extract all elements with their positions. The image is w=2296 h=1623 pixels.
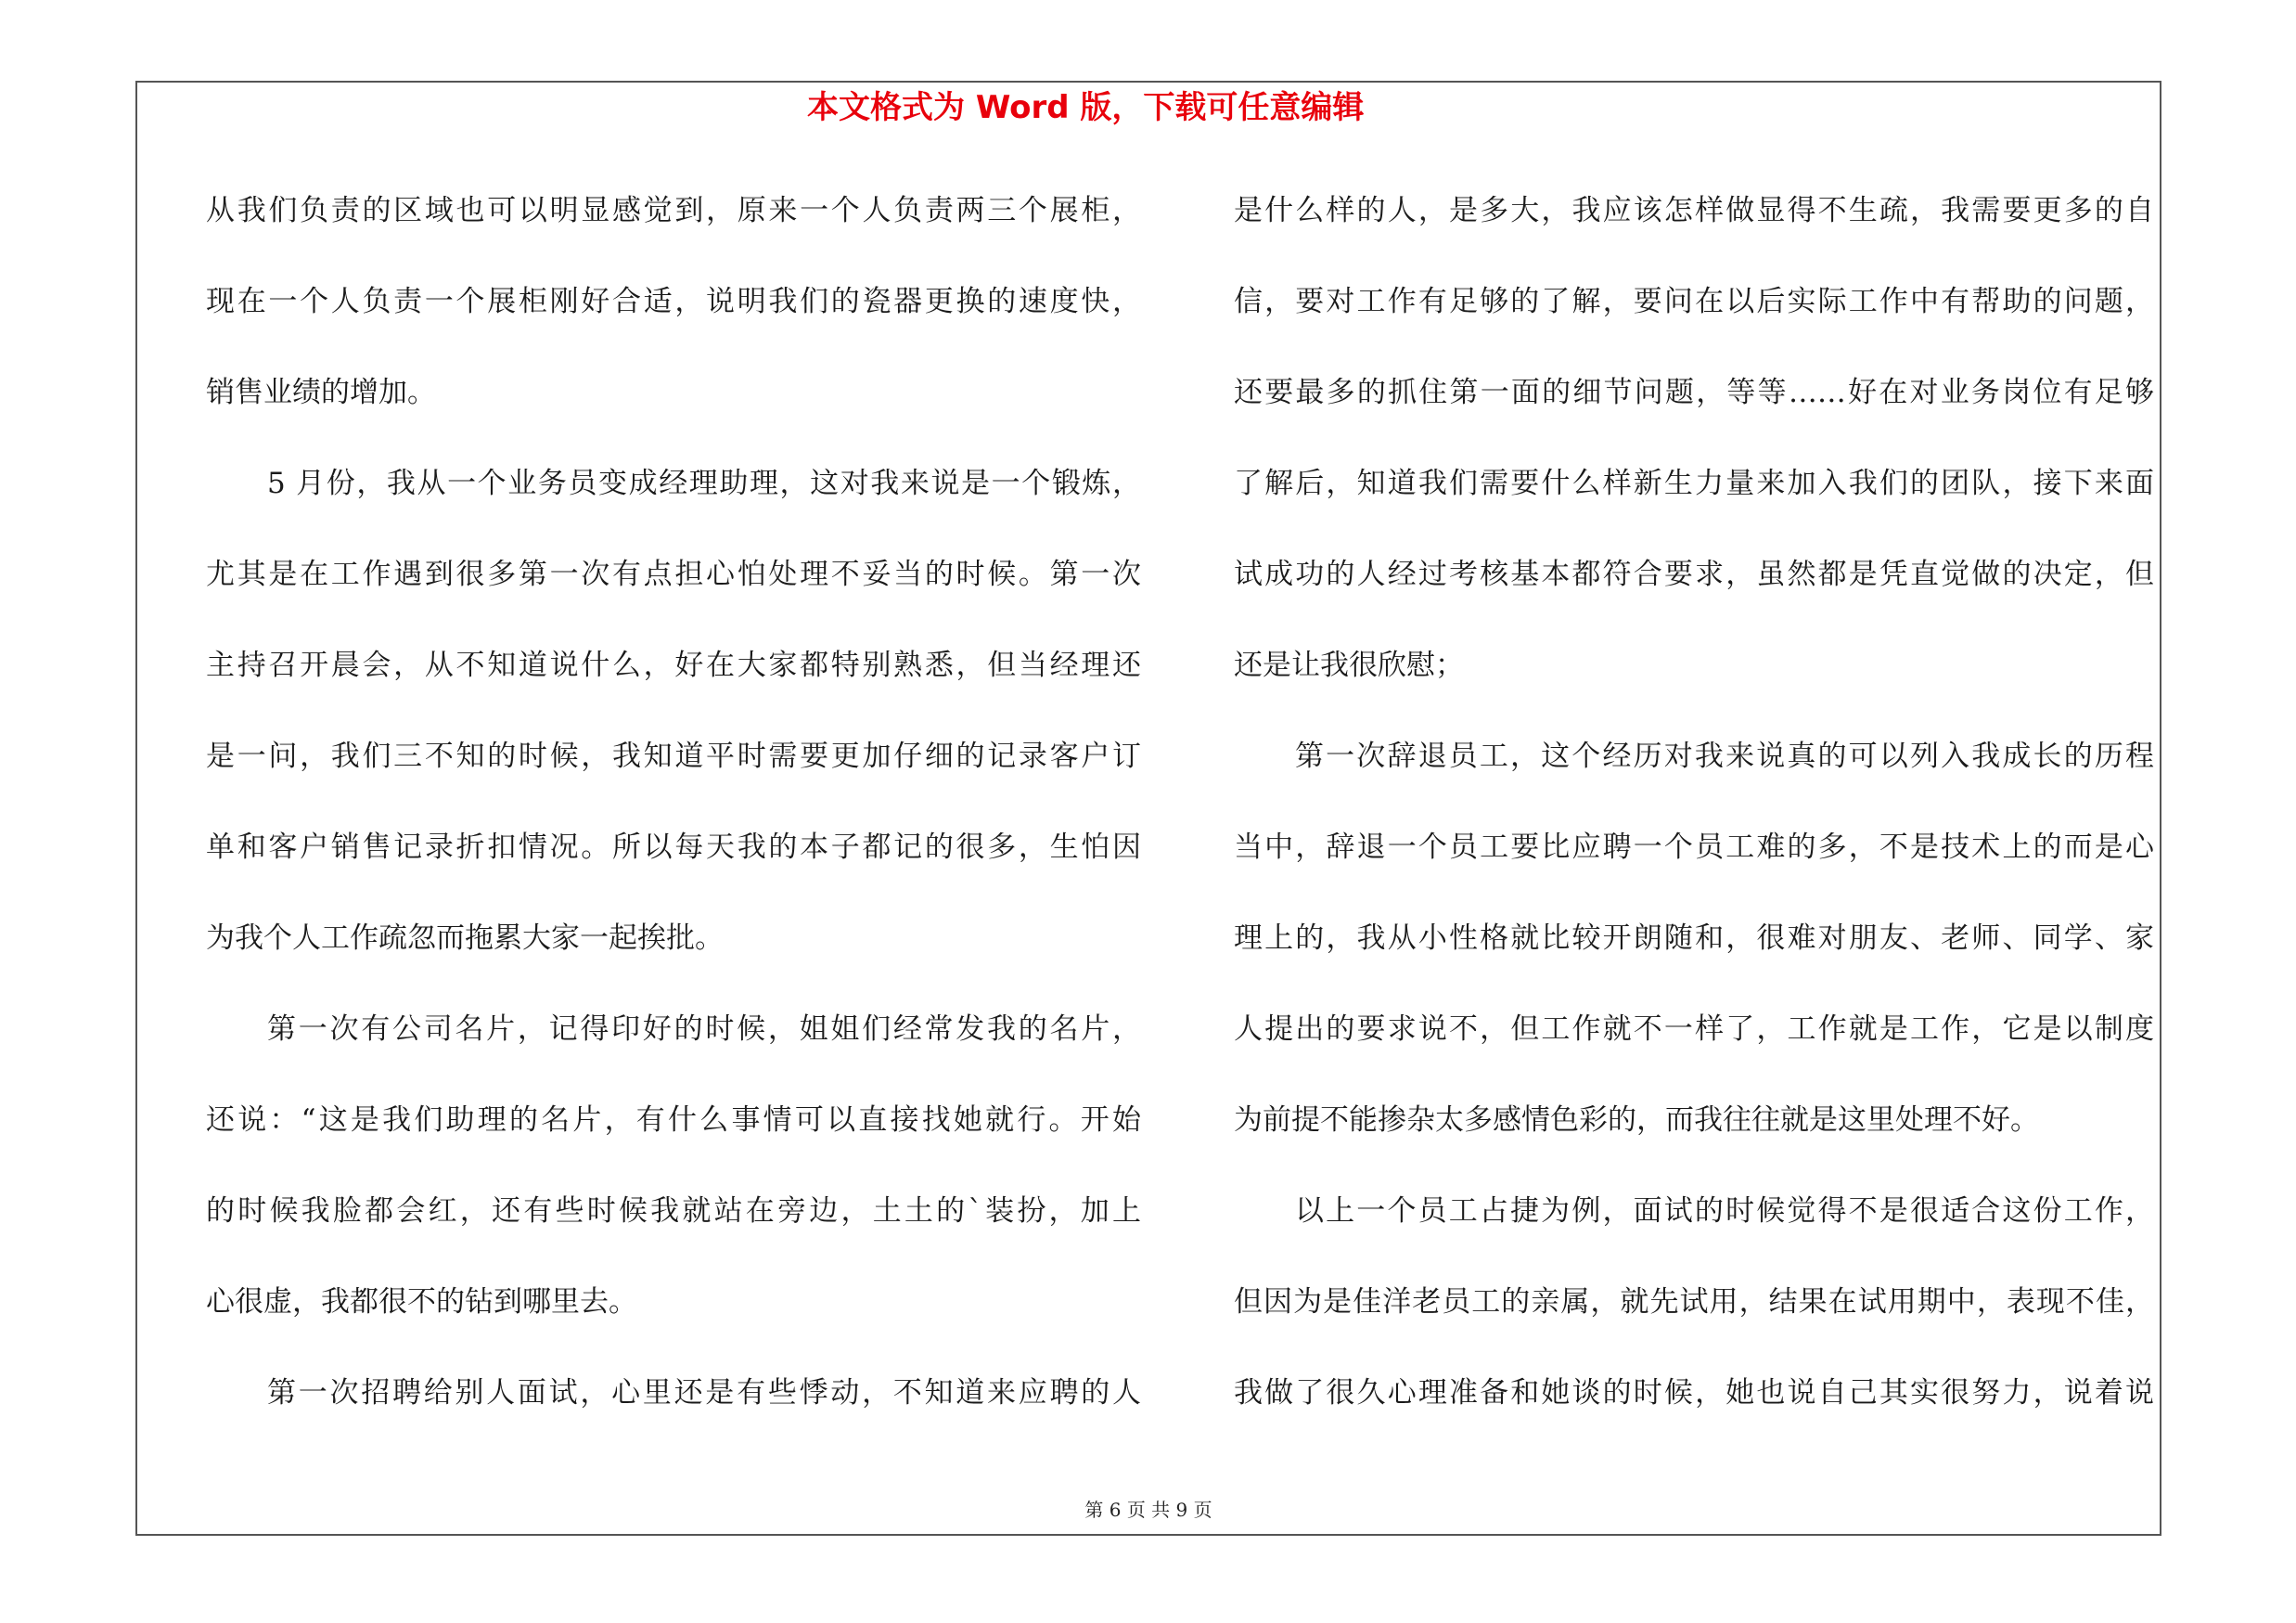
text-line: 5 月份，我从一个业务员变成经理助理，这对我来说是一个锻炼， xyxy=(267,467,1141,500)
text-line: 从我们负责的区域也可以明显感觉到，原来一个人负责两三个展柜， xyxy=(206,194,1141,227)
text-line: 为前提不能掺杂太多感情色彩的，而我往往就是这里处理不好。 xyxy=(1234,1103,2039,1137)
text-line: 了解后，知道我们需要什么样新生力量来加入我们的团队，接下来面 xyxy=(1234,467,2154,500)
text-line: 当中，辞退一个员工要比应聘一个员工难的多，不是技术上的而是心 xyxy=(1234,831,2154,864)
text-line: 现在一个人负责一个展柜刚好合适，说明我们的瓷器更换的速度快， xyxy=(206,285,1141,318)
text-line: 试成功的人经过考核基本都符合要求，虽然都是凭直觉做的决定，但 xyxy=(1234,558,2154,591)
text-line: 还说：“这是我们助理的名片，有什么事情可以直接找她就行。开始 xyxy=(206,1103,1141,1137)
text-line: 为我个人工作疏忽而拖累大家一起挨批。 xyxy=(206,921,724,955)
text-line: 是什么样的人，是多大，我应该怎样做显得不生疏，我需要更多的自 xyxy=(1234,194,2154,227)
right-text-column xyxy=(1234,165,2154,1438)
text-line: 第一次招聘给别人面试，心里还是有些悸动，不知道来应聘的人 xyxy=(267,1376,1141,1410)
text-line: 还要最多的抓住第一面的细节问题，等等……好在对业务岗位有足够 xyxy=(1234,376,2154,409)
text-line: 以上一个员工占捷为例，面试的时候觉得不是很适合这份工作， xyxy=(1295,1194,2154,1228)
text-line: 心很虚，我都很不的钻到哪里去。 xyxy=(206,1285,637,1319)
text-line: 主持召开晨会，从不知道说什么，好在大家都特别熟悉，但当经理还 xyxy=(206,649,1141,682)
text-line: 尤其是在工作遇到很多第一次有点担心怕处理不妥当的时候。第一次 xyxy=(206,558,1141,591)
text-line: 销售业绩的增加。 xyxy=(206,376,436,409)
page-footer: 第 6 页 共 9 页 xyxy=(1084,1499,1212,1521)
text-line: 单和客户销售记录折扣情况。所以每天我的本子都记的很多，生怕因 xyxy=(206,831,1141,864)
left-text-column xyxy=(206,165,1141,1438)
text-line: 的时候我脸都会红，还有些时候我就站在旁边，土土的`装扮，加上 xyxy=(206,1194,1141,1228)
text-line: 第一次辞退员工，这个经历对我来说真的可以列入我成长的历程 xyxy=(1295,740,2154,773)
text-line: 第一次有公司名片，记得印好的时候，姐姐们经常发我的名片， xyxy=(267,1012,1141,1046)
text-line: 信，要对工作有足够的了解，要问在以后实际工作中有帮助的问题， xyxy=(1234,285,2154,318)
text-line: 我做了很久心理准备和她谈的时候，她也说自己其实很努力，说着说 xyxy=(1234,1376,2154,1410)
text-line: 理上的，我从小性格就比较开朗随和，很难对朋友、老师、同学、家 xyxy=(1234,921,2154,955)
text-line: 但因为是佳洋老员工的亲属，就先试用，结果在试用期中，表现不佳， xyxy=(1234,1285,2154,1319)
text-line: 还是让我很欣慰； xyxy=(1234,649,1464,682)
page-header-title: 本文格式为 Word 版，下载可任意编辑 xyxy=(807,89,1365,126)
text-line: 是一问，我们三不知的时候，我知道平时需要更加仔细的记录客户订 xyxy=(206,740,1141,773)
text-line: 人提出的要求说不，但工作就不一样了，工作就是工作，它是以制度 xyxy=(1234,1012,2154,1046)
